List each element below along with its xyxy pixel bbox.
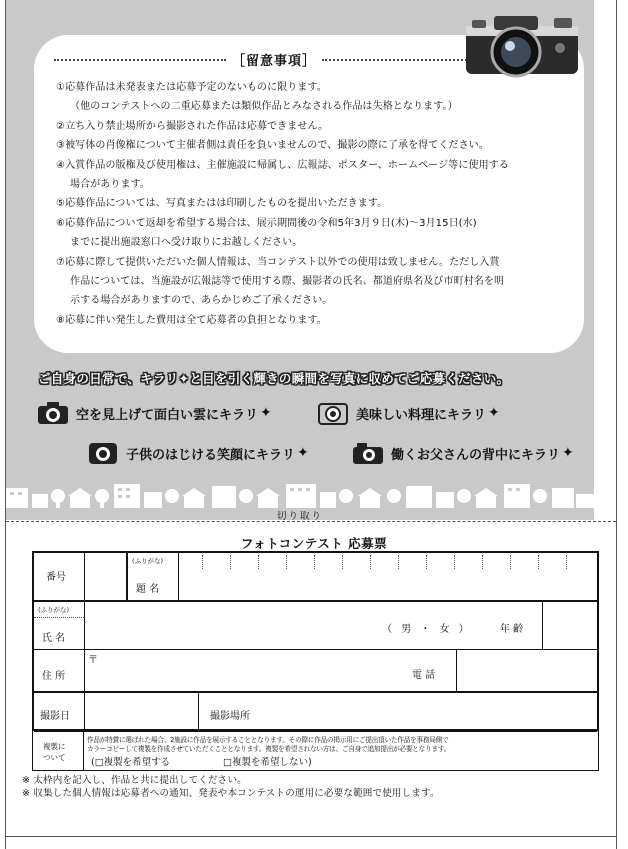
row-divider xyxy=(34,649,597,650)
number-field[interactable] xyxy=(86,557,124,597)
frame-right-border xyxy=(616,0,617,849)
theme-text: 空を見上げて面白い雲にキラリ xyxy=(76,407,259,423)
dotted-rule xyxy=(54,59,226,61)
furigana-guide xyxy=(314,555,315,569)
theme-food xyxy=(316,398,500,428)
phone-field[interactable] xyxy=(460,653,594,687)
notice-item: ③被写体の肖像権について主催者側は責任を負いませんので、撮影の際に了承を得てください。 xyxy=(56,140,489,152)
notice-title-row xyxy=(54,49,494,69)
column-divider xyxy=(84,600,85,649)
sparkle-icon: ✦ xyxy=(562,445,574,461)
notice-item: までに提出施設窓口へ受け取りにお越しください。 xyxy=(70,237,303,249)
column-divider xyxy=(84,553,85,600)
number-label: 番号 xyxy=(46,572,66,583)
frame-bottom-border xyxy=(5,836,617,837)
notice-item: 作品については、当施設が広報誌等で使用する際、撮影者の氏名、都道府県名及び市町村名を明 xyxy=(70,276,505,288)
shoot-date-label: 撮影日 xyxy=(40,711,70,722)
age-label: 年 齢 xyxy=(500,624,524,635)
title-field[interactable] xyxy=(182,571,592,597)
gender-select[interactable]: （ 男 ・ 女 ） xyxy=(382,624,472,635)
flyer-panel xyxy=(6,0,594,520)
sparkle-icon: ✦ xyxy=(297,445,309,461)
column-divider xyxy=(84,691,85,731)
sparkle-icon: ✦ xyxy=(260,405,272,421)
furigana-guide xyxy=(482,555,483,569)
camera-icon xyxy=(458,8,588,78)
row-divider xyxy=(34,691,597,693)
town-silhouette xyxy=(6,478,594,508)
theme-text: 働くお父さんの背中にキラリ xyxy=(391,447,561,463)
copy-label: 複製に xyxy=(43,742,66,751)
furigana-guide xyxy=(370,555,371,569)
notice-item: 場合があります。 xyxy=(70,179,150,191)
furigana-guide xyxy=(454,555,455,569)
furigana-guide xyxy=(230,555,231,569)
furigana-guide xyxy=(566,555,567,569)
column-divider xyxy=(198,691,199,731)
shoot-place-label: 撮影場所 xyxy=(210,711,250,722)
entry-form xyxy=(32,551,599,731)
camera-icon xyxy=(86,439,120,467)
notice-item: ⑥応募作品について返却を希望する場合は、展示期間後の令和5年3月９日(木)～3月15日(水) xyxy=(56,217,477,229)
notice-item: ②立ち入り禁止場所から撮影された作品は応募できません。 xyxy=(56,120,329,132)
furigana-divider xyxy=(34,617,84,618)
notice-item: （他のコンテストへの二重応募または類似作品とみなされる作品は失格となります。） xyxy=(70,101,458,113)
slogan-text: ご自身の日常で、キラリ✦と目を引く輝きの瞬間を写真に収めてご応募ください。 xyxy=(38,371,510,386)
furigana-guide xyxy=(342,555,343,569)
furigana-guide xyxy=(398,555,399,569)
notice-item: ⑤応募作品については、写真またはは印刷したものを提出いただきます。 xyxy=(56,198,388,210)
name-field[interactable] xyxy=(88,607,378,645)
notice-item: ⑦応募に際して提供いただいた個人情報は、当コンテスト以外での使用は致しません。ただし入賞 xyxy=(56,256,500,268)
furigana-guide xyxy=(258,555,259,569)
column-divider xyxy=(83,731,84,770)
camera-icon xyxy=(351,439,385,467)
age-field[interactable] xyxy=(546,605,594,645)
copy-consent-box xyxy=(32,731,599,771)
column-divider xyxy=(178,553,179,600)
notice-list xyxy=(56,78,576,330)
name-label: 氏 名 xyxy=(42,633,66,644)
copy-option-no[interactable]: □複製を希望しない) xyxy=(223,757,312,768)
postal-mark: 〒 xyxy=(88,655,98,666)
notice-card xyxy=(34,35,584,353)
theme-children xyxy=(86,438,309,468)
notice-item: 示する場合がありますので、あらかじめご了承ください。 xyxy=(70,295,333,307)
copy-description: カラーコピーして複製を作成させていただくこととなります。複製を希望されない方は、ご自身で追加提出が必要となります。 xyxy=(87,745,451,753)
phone-label: 電 話 xyxy=(412,670,436,681)
footnote: ※ 収集した個人情報は応募者への通知、発表や本コンテストの運用に必要な範囲で使用します。 xyxy=(22,788,440,799)
furigana-guide xyxy=(286,555,287,569)
cut-line-label: 切り取り xyxy=(276,511,323,522)
column-divider xyxy=(542,600,543,649)
title-furigana-label: (ふりがな) xyxy=(132,557,164,565)
address-field[interactable] xyxy=(100,653,400,687)
notice-item: ⑧応募に伴い発生した費用は全て応募者の負担となります。 xyxy=(56,314,327,326)
column-divider xyxy=(456,649,457,691)
column-divider xyxy=(126,553,128,600)
shoot-place-field[interactable] xyxy=(270,695,592,727)
camera-icon xyxy=(316,399,350,427)
furigana-guide xyxy=(510,555,511,569)
notice-item: ④入賞作品の版権及び使用権は、主催施設に帰属し、広報誌、ポスター、ホームページ等に使用する xyxy=(56,159,509,171)
copy-option-yes[interactable]: (□複製を希望する xyxy=(91,757,171,768)
notice-title: ［留意事項］ xyxy=(232,53,317,69)
notice-item: ①応募作品は未発表または応募予定のないものに限ります。 xyxy=(56,82,327,93)
theme-father xyxy=(351,438,574,468)
title-label: 題 名 xyxy=(136,584,160,595)
name-furigana-label: (ふりがな) xyxy=(38,606,70,614)
cut-line xyxy=(6,521,616,522)
copy-label: ついて xyxy=(43,753,66,762)
copy-description: 作品が特賞に選ばれた場合、2施設に作品を展示することとなります。その際に作品の掲示用にご提出頂いた作品を事務局側で xyxy=(87,736,449,744)
furigana-guide xyxy=(426,555,427,569)
column-divider xyxy=(84,649,85,691)
sparkle-icon: ✦ xyxy=(488,405,500,421)
footnote: ※ 太枠内を記入し、作品と共に提出してください。 xyxy=(22,775,247,786)
camera-icon xyxy=(36,399,70,427)
row-divider xyxy=(34,600,597,602)
theme-text: 美味しい料理にキラリ xyxy=(356,407,487,423)
furigana-guide xyxy=(538,555,539,569)
shoot-date-field[interactable] xyxy=(88,695,194,727)
furigana-guide xyxy=(202,555,203,569)
theme-text: 子供のはじける笑顔にキラリ xyxy=(126,447,296,463)
address-label: 住 所 xyxy=(42,671,66,682)
theme-clouds xyxy=(36,398,272,428)
form-title: フォトコンテスト 応募票 xyxy=(240,536,388,551)
